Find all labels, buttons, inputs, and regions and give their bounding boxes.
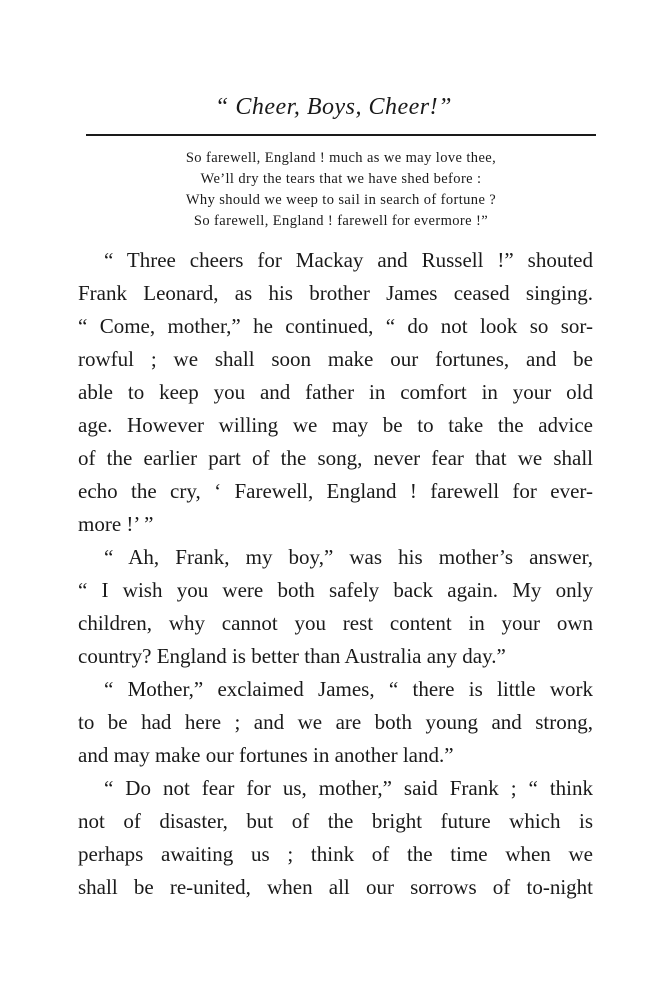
verse-line: Why should we weep to sail in search of fortune ?	[185, 192, 497, 208]
header-rule	[86, 134, 596, 136]
text-line: rowful ; we shall soon make our fortunes, and be	[78, 347, 593, 371]
text-line: shall be re-united, when all our sorrows of to-night	[78, 875, 593, 899]
text-line: to be had here ; and we are both young and strong,	[78, 710, 593, 734]
text-line: “ Ah, Frank, my boy,” was his mother’s answer,	[104, 545, 593, 569]
verse-line: We’ll dry the tears that we have shed before :	[200, 171, 482, 187]
text-line: echo the cry, ‘ Farewell, England ! farewell for ever-	[78, 479, 593, 503]
verse-line: So farewell, England ! much as we may love thee,	[185, 150, 497, 166]
verse-line: So farewell, England ! farewell for evermore !”	[193, 213, 489, 229]
text-line: able to keep you and father in comfort in your old	[78, 380, 593, 404]
text-line: of the earlier part of the song, never fear that we shall	[78, 446, 593, 470]
text-line: “ Mother,” exclaimed James, “ there is little work	[104, 677, 593, 701]
text-line: not of disaster, but of the bright future which is	[78, 809, 593, 833]
text-line: country? England is better than Australia any day.”	[78, 644, 506, 668]
text-line: “ Three cheers for Mackay and Russell !” shouted	[104, 248, 593, 272]
text-line: “ I wish you were both safely back again. My only	[78, 578, 593, 602]
text-line: perhaps awaiting us ; think of the time when we	[78, 842, 593, 866]
text-line: age. However willing we may be to take the advice	[78, 413, 593, 437]
text-line: and may make our fortunes in another land.”	[78, 743, 454, 767]
song-verse	[96, 148, 586, 232]
text-line: more !’ ”	[78, 512, 154, 536]
running-head: “ Cheer, Boys, Cheer!”	[215, 94, 452, 120]
body-text	[78, 244, 593, 904]
text-line: Frank Leonard, as his brother James ceased singing.	[78, 281, 593, 305]
text-line: “ Come, mother,” he continued, “ do not look so sor-	[78, 314, 593, 338]
text-line: children, why cannot you rest content in your own	[78, 611, 593, 635]
text-line: “ Do not fear for us, mother,” said Frank ; “ think	[104, 776, 593, 800]
